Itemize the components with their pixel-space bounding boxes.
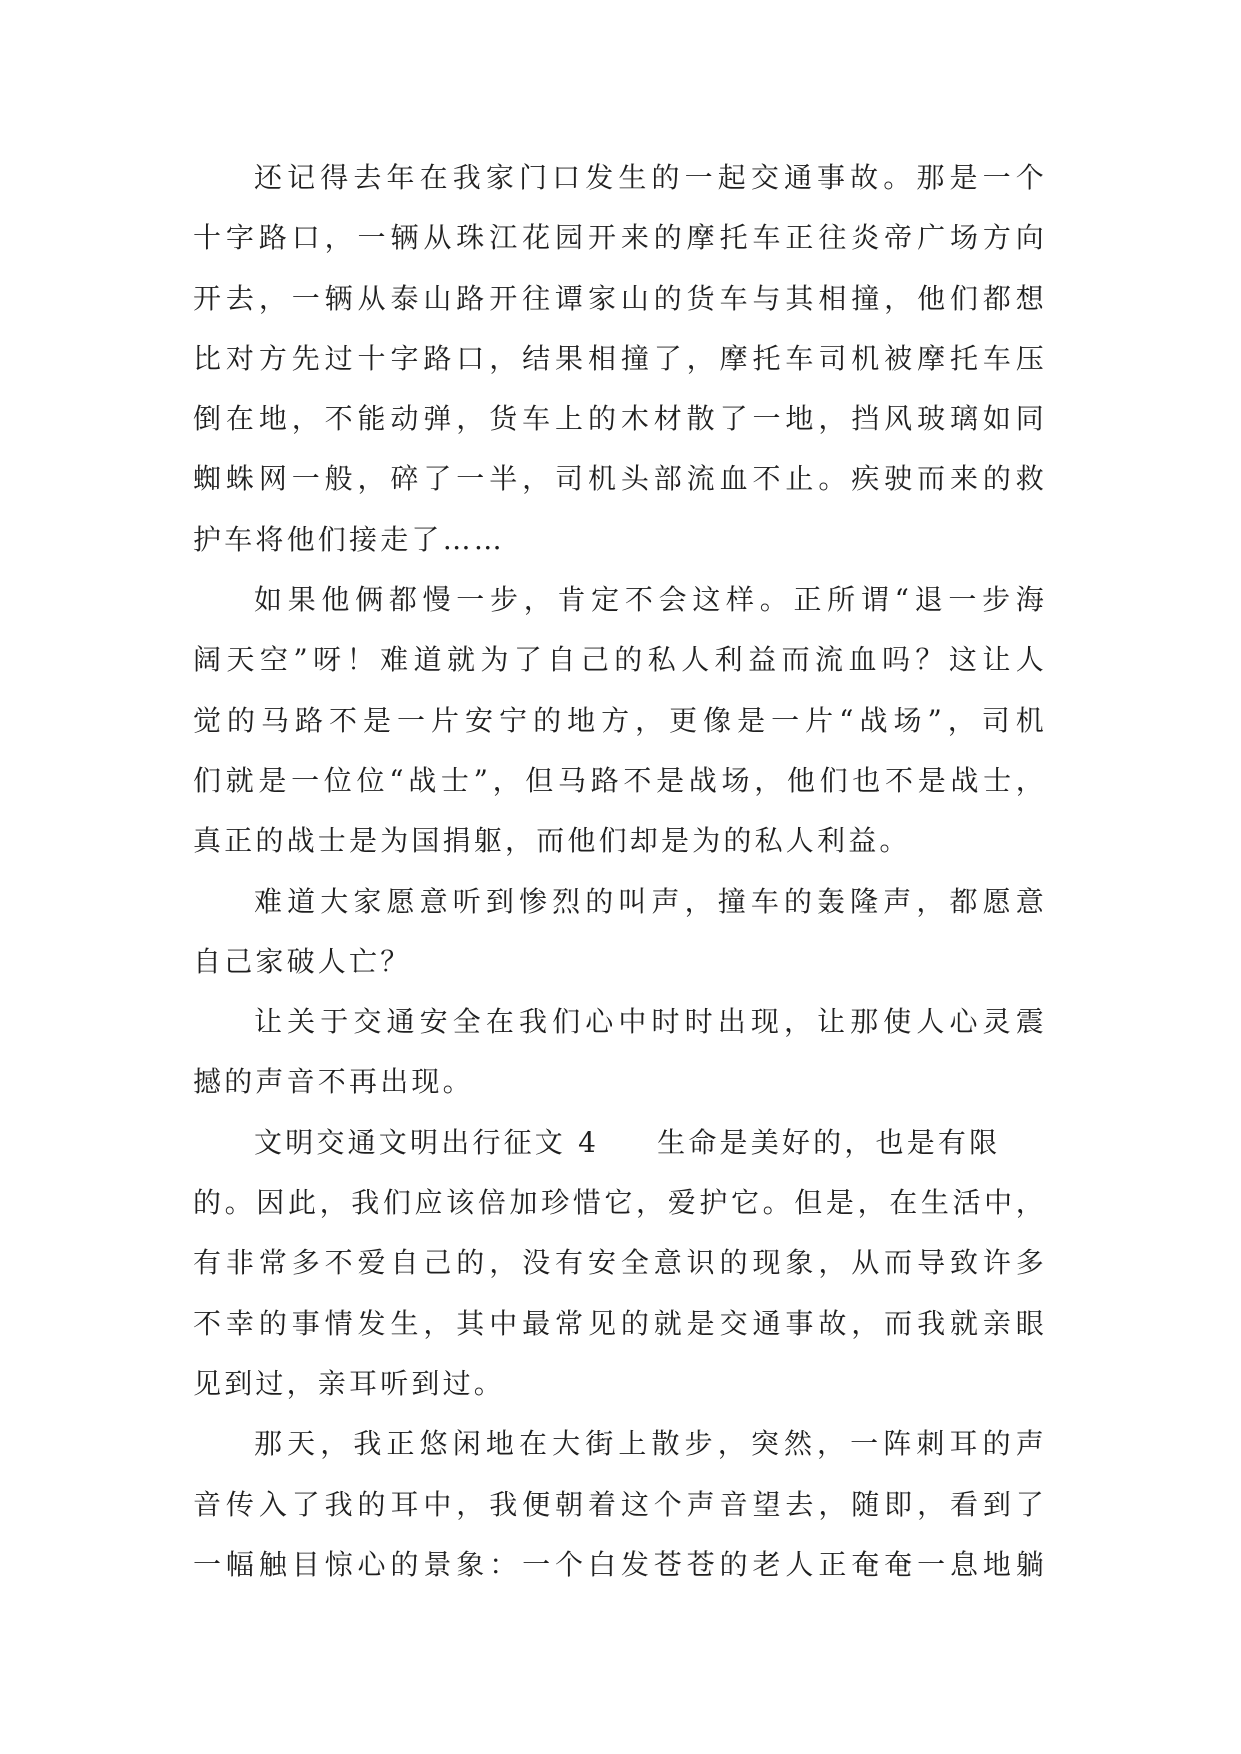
text-line: 阔天空”呀！难道就为了自己的私人利益而流血吗？这让人: [193, 643, 1047, 677]
paragraph: [193, 148, 1047, 570]
document-body: [193, 148, 1047, 1595]
text-line: 难道大家愿意听到惨烈的叫声，撞车的轰隆声，都愿意: [254, 884, 1047, 918]
text-run: 生命是美好的，也是有限: [657, 1125, 1001, 1159]
paragraph: [193, 1113, 1047, 1414]
text-line: 真正的战士是为国捐躯，而他们却是为的私人利益。: [193, 824, 911, 858]
text-line: 倒在地，不能动弹，货车上的木材散了一地，挡风玻璃如同: [193, 402, 1047, 436]
text-line: 音传入了我的耳中，我便朝着这个声音望去，随即，看到了: [193, 1487, 1047, 1521]
paragraph: [193, 992, 1047, 1113]
paragraph: [193, 1414, 1047, 1595]
text-line: 如果他俩都慢一步，肯定不会这样。正所谓“退一步海: [254, 583, 1047, 617]
text-line: 让关于交通安全在我们心中时时出现，让那使人心灵震: [254, 1005, 1047, 1039]
paragraph: [193, 570, 1047, 871]
text-line: 一幅触目惊心的景象：一个白发苍苍的老人正奄奄一息地躺: [193, 1547, 1047, 1581]
text-line: 觉的马路不是一片安宁的地方，更像是一片“战场”，司机: [193, 703, 1047, 737]
text-line: 十字路口，一辆从珠江花园开来的摩托车正往炎帝广场方向: [193, 221, 1047, 255]
text-line: 护车将他们接走了……: [193, 522, 506, 556]
text-line: 撼的声音不再出现。: [193, 1065, 474, 1099]
text-line: 那天，我正悠闲地在大街上散步，突然，一阵刺耳的声: [254, 1427, 1047, 1461]
text-line: 开去，一辆从泰山路开往谭家山的货车与其相撞，他们都想: [193, 281, 1047, 315]
text-line: 还记得去年在我家门口发生的一起交通事故。那是一个: [254, 161, 1047, 194]
section-heading: 文明交通文明出行征文 4: [254, 1125, 600, 1159]
text-line: 蜘蛛网一般，碎了一半，司机头部流血不止。疾驶而来的救: [193, 462, 1047, 496]
text-line: 的。因此，我们应该倍加珍惜它，爱护它。但是，在生活中，: [193, 1186, 1047, 1220]
paragraph: [193, 872, 1047, 993]
text-line: 见到过，亲耳听到过。: [193, 1366, 506, 1400]
text-line: 自己家破人亡？: [193, 944, 412, 978]
text-line: 不幸的事情发生，其中最常见的就是交通事故，而我就亲眼: [193, 1306, 1047, 1340]
heading-line: [193, 1113, 1047, 1173]
text-line: 有非常多不爱自己的，没有安全意识的现象，从而导致许多: [193, 1246, 1047, 1280]
text-line: 比对方先过十字路口，结果相撞了，摩托车司机被摩托车压: [193, 341, 1047, 375]
text-line: 们就是一位位“战士”，但马路不是战场，他们也不是战士，: [193, 763, 1047, 797]
